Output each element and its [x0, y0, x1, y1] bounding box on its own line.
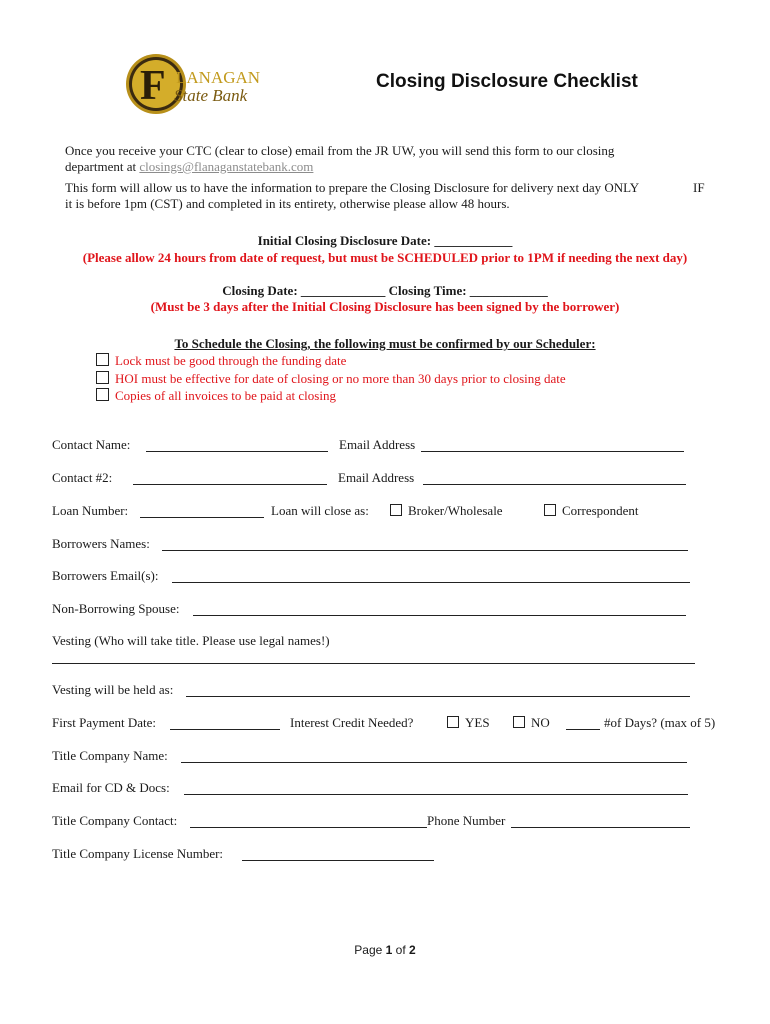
logo-line1: LANAGAN [176, 68, 261, 87]
intro-p2-if: IF [693, 180, 705, 195]
initial-cd-date: Initial Closing Disclosure Date: ____________ [257, 233, 513, 248]
borrowers-names-label: Borrowers Names: [52, 536, 150, 551]
checkbox[interactable] [96, 388, 109, 401]
vesting-who-label: Vesting (Who will take title. Please use legal names!) [52, 633, 330, 648]
closings-email-link[interactable]: closings@flanaganstatebank.com [139, 159, 314, 174]
scheduler-item: HOI must be effective for date of closing or no more than 30 days prior to closing date [96, 371, 566, 387]
borrowers-names-field[interactable] [162, 550, 688, 551]
title-contact-label: Title Company Contact: [52, 813, 178, 828]
scheduler-item: Copies of all invoices to be paid at closing [96, 388, 336, 404]
days-label: #of Days? (max of 5) [604, 715, 716, 730]
page-number: Page 1 of 2 [354, 943, 416, 957]
loan-number-field[interactable] [140, 517, 264, 518]
phone-number-label: Phone Number [427, 813, 506, 828]
email-address-2-field[interactable] [423, 484, 686, 485]
vesting-held-field[interactable] [186, 696, 690, 697]
scheduler-heading: To Schedule the Closing, the following must be confirmed by our Scheduler: [174, 336, 596, 351]
email-address-1-field[interactable] [421, 451, 684, 452]
logo-letter: F [140, 63, 166, 109]
yes-option[interactable]: YES [447, 715, 490, 731]
vesting-held-label: Vesting will be held as: [52, 682, 174, 697]
non-borrowing-spouse-field[interactable] [193, 615, 686, 616]
checkbox[interactable] [96, 353, 109, 366]
first-payment-field[interactable] [170, 729, 280, 730]
checkbox[interactable] [447, 716, 459, 728]
loan-number-label: Loan Number: [52, 503, 129, 518]
borrowers-emails-field[interactable] [172, 582, 690, 583]
first-payment-label: First Payment Date: [52, 715, 156, 730]
phone-number-field[interactable] [511, 827, 690, 828]
checkbox[interactable] [96, 371, 109, 384]
scheduler-item: Lock must be good through the funding date [96, 353, 346, 369]
contact-2-label: Contact #2: [52, 470, 113, 485]
contact-name-field[interactable] [146, 451, 328, 452]
intro-p2-line1: This form will allow us to have the information to prepare the Closing Disclosure for delivery next day ONLY [65, 180, 640, 195]
closing-date-time: Closing Date: _____________ Closing Time: ____________ [222, 283, 548, 298]
intro-p1-line1: Once you receive your CTC (clear to close) email from the JR UW, you will send this form to our closing [65, 143, 615, 158]
interest-credit-label: Interest Credit Needed? [290, 715, 414, 730]
non-borrowing-spouse-label: Non-Borrowing Spouse: [52, 601, 180, 616]
contact-name-label: Contact Name: [52, 437, 131, 452]
title-company-label: Title Company Name: [52, 748, 168, 763]
days-field[interactable] [566, 729, 600, 730]
intro-p1-line2: department at closings@flanaganstatebank.com [65, 159, 314, 174]
contact-2-field[interactable] [133, 484, 327, 485]
checkbox[interactable] [544, 504, 556, 516]
checkbox[interactable] [513, 716, 525, 728]
no-option[interactable]: NO [513, 715, 550, 731]
bank-logo [124, 52, 274, 116]
license-number-field[interactable] [242, 860, 434, 861]
vesting-who-field[interactable] [52, 663, 695, 664]
checkbox[interactable] [390, 504, 402, 516]
email-address-1-label: Email Address [339, 437, 416, 452]
title-company-field[interactable] [181, 762, 687, 763]
title-contact-field[interactable] [190, 827, 427, 828]
page-title: Closing Disclosure Checklist [376, 71, 638, 92]
license-number-label: Title Company License Number: [52, 846, 224, 861]
email-address-2-label: Email Address [338, 470, 415, 485]
borrowers-emails-label: Borrowers Email(s): [52, 568, 159, 583]
closing-note: (Must be 3 days after the Initial Closing Disclosure has been signed by the borrower) [150, 299, 620, 314]
intro-p2-line2: it is before 1pm (CST) and completed in its entirety, otherwise please allow 48 hours. [65, 196, 510, 211]
broker-option[interactable]: Broker/Wholesale [390, 503, 503, 519]
logo-line2: State Bank [174, 86, 248, 105]
email-cd-docs-field[interactable] [184, 794, 688, 795]
email-cd-docs-label: Email for CD & Docs: [52, 780, 170, 795]
initial-cd-note: (Please allow 24 hours from date of request, but must be SCHEDULED prior to 1PM if needing the next day) [82, 250, 688, 265]
loan-close-as-label: Loan will close as: [271, 503, 369, 518]
correspondent-option[interactable]: Correspondent [544, 503, 639, 519]
